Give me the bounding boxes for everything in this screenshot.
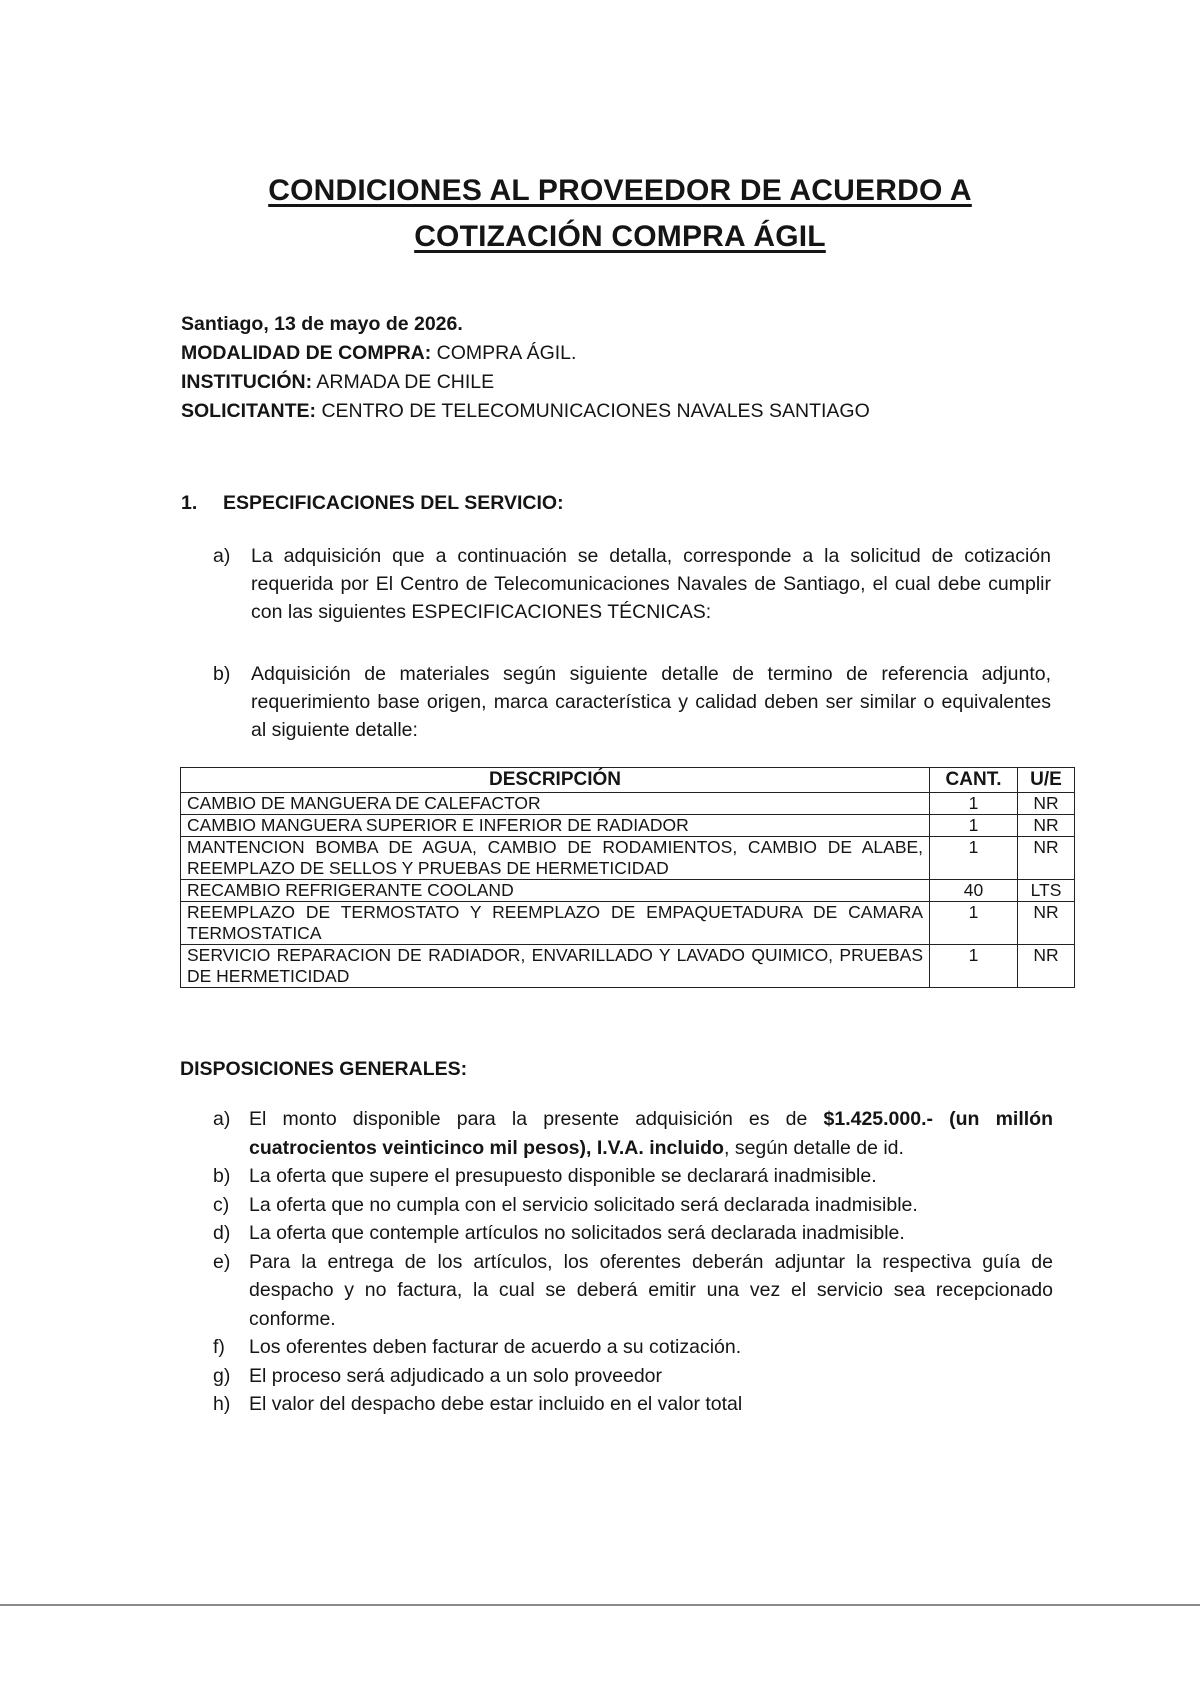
header-cant: CANT. bbox=[930, 768, 1018, 793]
row-unit: NR bbox=[1018, 837, 1075, 880]
spec-item-a-text: La adquisición que a continuación se detalla, corresponde a la solicitud de cotización requerida por El Centro de Telecomunicaciones Navales de Santiago, el cual debe cumplir con las siguientes ESPECIFICACIONES TÉCNICAS: bbox=[251, 545, 1051, 623]
row-quantity: 1 bbox=[930, 902, 1018, 945]
provision-item-label: e) bbox=[213, 1250, 231, 1273]
institucion-value: ARMADA DE CHILE bbox=[316, 371, 495, 393]
provision-item-f bbox=[213, 1333, 1053, 1362]
document-header bbox=[181, 310, 870, 426]
spec-item-a-label: a) bbox=[213, 545, 231, 567]
page-bottom-divider bbox=[0, 1604, 1200, 1606]
table-header-row bbox=[181, 768, 1075, 793]
solicitante-label: SOLICITANTE: bbox=[181, 400, 317, 422]
title-line-1: CONDICIONES AL PROVEEDOR DE ACUERDO A bbox=[268, 174, 972, 207]
section-1-title: ESPECIFICACIONES DEL SERVICIO: bbox=[223, 492, 564, 514]
section-2-heading: DISPOSICIONES GENERALES: bbox=[180, 1058, 468, 1080]
provision-item-label: h) bbox=[213, 1393, 231, 1415]
header-descripcion: DESCRIPCIÓN bbox=[181, 768, 930, 793]
table-row bbox=[181, 902, 1075, 945]
provision-item-d bbox=[213, 1219, 1053, 1248]
provision-item-text: La oferta que no cumpla con el servicio solicitado será declarada inadmisible. bbox=[249, 1193, 918, 1216]
row-quantity: 40 bbox=[930, 880, 1018, 902]
row-unit: NR bbox=[1018, 945, 1075, 988]
row-quantity: 1 bbox=[930, 945, 1018, 988]
provision-item-text: Los oferentes deben facturar de acuerdo a su cotización. bbox=[249, 1336, 742, 1358]
row-description: RECAMBIO REFRIGERANTE COOLAND bbox=[181, 880, 930, 902]
row-unit: NR bbox=[1018, 793, 1075, 815]
row-description: CAMBIO DE MANGUERA DE CALEFACTOR bbox=[181, 793, 930, 815]
provision-item-a-amount: $1.425.000.- (un millón cuatrocientos veinticinco mil pesos), I.V.A. incluido bbox=[249, 1108, 1054, 1159]
institucion-label: INSTITUCIÓN: bbox=[181, 371, 313, 393]
row-unit: NR bbox=[1018, 902, 1075, 945]
table-row bbox=[181, 945, 1075, 988]
provision-item-c bbox=[213, 1191, 1053, 1220]
table-row bbox=[181, 815, 1075, 837]
spec-item-b-text: Adquisición de materiales según siguiente detalle de termino de referencia adjunto, requerimiento base origen, marca característica y calidad deben ser similar o equivalentes al siguiente detalle: bbox=[251, 663, 1051, 741]
row-quantity: 1 bbox=[930, 793, 1018, 815]
provision-item-label: g) bbox=[213, 1364, 231, 1387]
provision-item-g bbox=[213, 1362, 1053, 1391]
provision-item-a-label: a) bbox=[213, 1108, 231, 1130]
provision-item-h bbox=[213, 1390, 1053, 1419]
row-description: MANTENCION BOMBA DE AGUA, CAMBIO DE RODAMIENTOS, CAMBIO DE ALABE, REEMPLAZO DE SELLOS Y PRUEBAS DE HERMETICIDAD bbox=[181, 837, 930, 880]
modalidad-label: MODALIDAD DE COMPRA: bbox=[181, 342, 432, 364]
provision-item-label: c) bbox=[213, 1193, 230, 1216]
provision-item-label: d) bbox=[213, 1222, 231, 1244]
spec-item-b-label: b) bbox=[213, 663, 231, 685]
table-row bbox=[181, 793, 1075, 815]
row-description: REEMPLAZO DE TERMOSTATO Y REEMPLAZO DE EMPAQUETADURA DE CAMARA TERMOSTATICA bbox=[181, 902, 930, 945]
provision-item-label: b) bbox=[213, 1165, 231, 1187]
row-quantity: 1 bbox=[930, 815, 1018, 837]
provision-item-label: f) bbox=[213, 1336, 225, 1358]
document-title bbox=[180, 168, 1060, 260]
title-line-2: COTIZACIÓN COMPRA ÁGIL bbox=[414, 220, 826, 253]
solicitante-line bbox=[181, 397, 870, 426]
row-quantity: 1 bbox=[930, 837, 1018, 880]
row-description: CAMBIO MANGUERA SUPERIOR E INFERIOR DE RADIADOR bbox=[181, 815, 930, 837]
date-line: Santiago, 13 de mayo de 2026. bbox=[181, 313, 463, 335]
specifications-table bbox=[180, 767, 1075, 988]
institucion-line bbox=[181, 368, 870, 397]
provision-item-text: El valor del despacho debe estar incluido en el valor total bbox=[249, 1393, 743, 1415]
header-ue: U/E bbox=[1018, 768, 1075, 793]
general-provisions-list bbox=[213, 1105, 1053, 1419]
provision-item-text: Para la entrega de los artículos, los oferentes deberán adjuntar la respectiva guía de despacho y no factura, la cual se deberá emitir una vez el servicio sea recepcionado conforme. bbox=[249, 1250, 1053, 1330]
section-1-number: 1. bbox=[181, 492, 198, 514]
modalidad-value: COMPRA ÁGIL. bbox=[436, 342, 577, 364]
row-unit: NR bbox=[1018, 815, 1075, 837]
row-unit: LTS bbox=[1018, 880, 1075, 902]
section-1-heading bbox=[181, 492, 564, 515]
provision-item-a-post: , según detalle de id. bbox=[723, 1136, 904, 1159]
provision-item-a-pre: El monto disponible para la presente adquisición es de bbox=[249, 1108, 824, 1130]
solicitante-value: CENTRO DE TELECOMUNICACIONES NAVALES SANTIAGO bbox=[321, 400, 870, 422]
modalidad-line bbox=[181, 339, 870, 368]
table-row bbox=[181, 837, 1075, 880]
provision-item-text: El proceso será adjudicado a un solo proveedor bbox=[249, 1364, 663, 1387]
row-description: SERVICIO REPARACION DE RADIADOR, ENVARILLADO Y LAVADO QUIMICO, PRUEBAS DE HERMETICIDAD bbox=[181, 945, 930, 988]
provision-item-b bbox=[213, 1162, 1053, 1191]
provision-item-a bbox=[213, 1105, 1053, 1162]
table-row bbox=[181, 880, 1075, 902]
provision-item-text: La oferta que contemple artículos no solicitados será declarada inadmisible. bbox=[249, 1222, 905, 1244]
provision-item-text: La oferta que supere el presupuesto disponible se declarará inadmisible. bbox=[249, 1165, 877, 1187]
provision-item-e bbox=[213, 1248, 1053, 1334]
